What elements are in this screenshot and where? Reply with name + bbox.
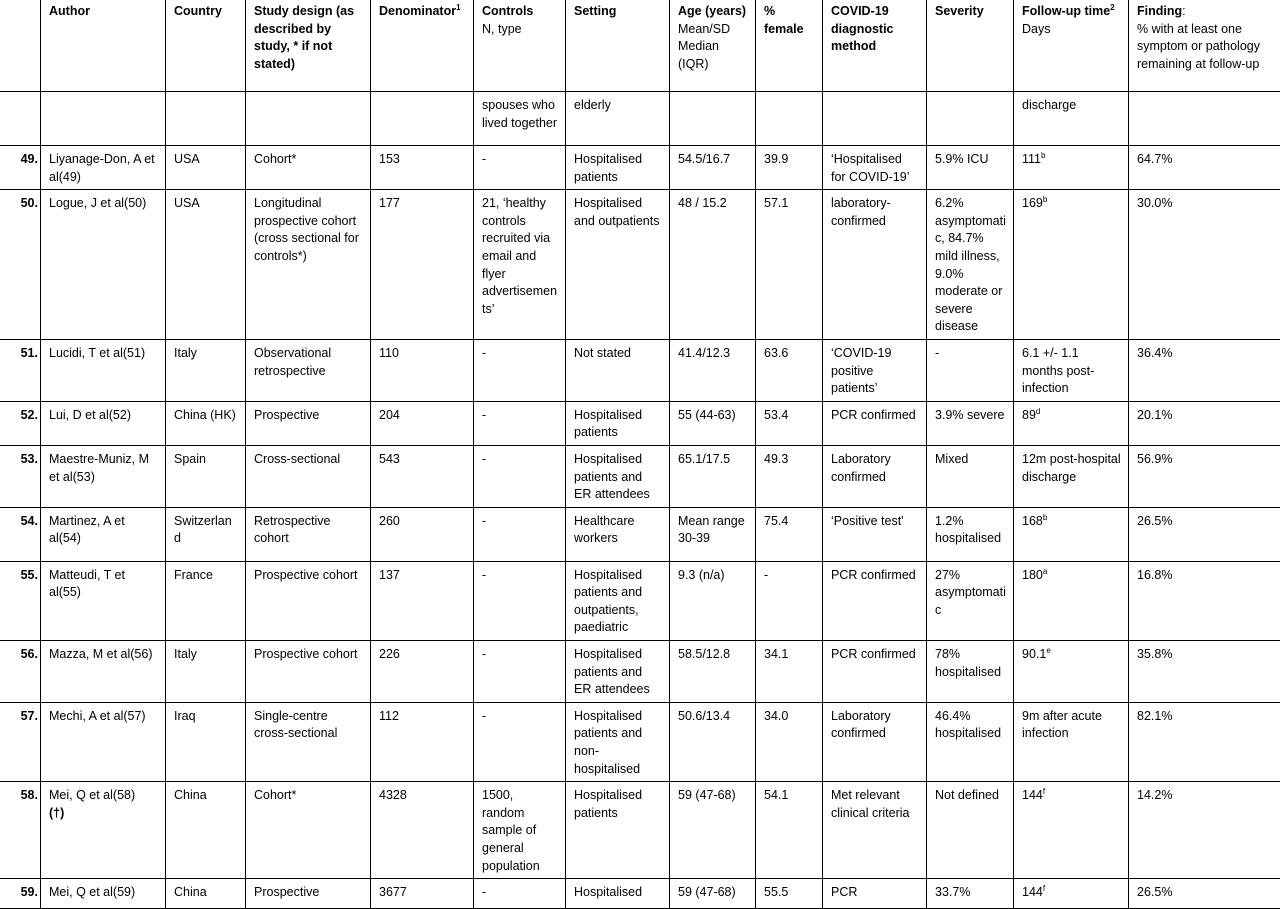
cell-severity: -	[927, 339, 1014, 401]
cell-female: 53.4	[756, 401, 823, 445]
cell-author	[41, 92, 166, 146]
cell-finding	[1129, 92, 1280, 146]
cell-author: Martinez, A et al(54)	[41, 507, 166, 561]
cell-severity: 1.2% hospitalised	[927, 507, 1014, 561]
cell-age: 50.6/13.4	[670, 702, 756, 781]
cell-followup: discharge	[1014, 92, 1129, 146]
header-age: Age (years) Mean/SD Median (IQR)	[670, 0, 756, 92]
cell-female: 75.4	[756, 507, 823, 561]
cell-author: Lucidi, T et al(51)	[41, 339, 166, 401]
cell-design: Cohort*	[246, 146, 371, 190]
cell-num	[0, 92, 41, 146]
cell-author: Matteudi, T et al(55)	[41, 561, 166, 640]
followup-superscript: e	[1046, 646, 1050, 655]
cell-setting: Hospitalised	[566, 879, 670, 909]
cell-setting: Hospitalised and outpatients	[566, 190, 670, 340]
cell-controls: -	[474, 445, 566, 507]
cell-num: 50.	[0, 190, 41, 340]
cell-controls: -	[474, 507, 566, 561]
table-row	[0, 561, 1280, 640]
cell-author: Mechi, A et al(57)	[41, 702, 166, 781]
header-denominator: Denominator$^1$	[371, 0, 474, 92]
table-row	[0, 445, 1280, 507]
cell-author: Logue, J et al(50)	[41, 190, 166, 340]
cell-denom: 153	[371, 146, 474, 190]
cell-denom: 3677	[371, 879, 474, 909]
cell-denom: 226	[371, 641, 474, 703]
table-row	[0, 782, 1280, 879]
cell-country: France	[166, 561, 246, 640]
cell-severity: Mixed	[927, 445, 1014, 507]
header-covid-method: COVID-19 diagnostic method	[823, 0, 927, 92]
followup-superscript: f	[1043, 884, 1045, 893]
cell-setting: Hospitalised patients	[566, 146, 670, 190]
header-female: % female	[756, 0, 823, 92]
cell-female: 63.6	[756, 339, 823, 401]
cell-finding: 36.4%	[1129, 339, 1280, 401]
cell-finding: 26.5%	[1129, 507, 1280, 561]
cell-controls: -	[474, 561, 566, 640]
cell-covid: laboratory-confirmed	[823, 190, 927, 340]
cell-denom: 543	[371, 445, 474, 507]
header-country: Country	[166, 0, 246, 92]
cell-female: 34.0	[756, 702, 823, 781]
cell-followup: 144$^f$	[1014, 782, 1129, 879]
cell-female: 49.3	[756, 445, 823, 507]
table-row	[0, 879, 1280, 909]
cell-num: 59.	[0, 879, 41, 909]
cell-severity: 46.4% hospitalised	[927, 702, 1014, 781]
cell-severity: 27% asymptomatic	[927, 561, 1014, 640]
cell-design: Cross-sectional	[246, 445, 371, 507]
cell-denom: 4328	[371, 782, 474, 879]
cell-design: Prospective	[246, 879, 371, 909]
table-row	[0, 702, 1280, 781]
cell-setting: Hospitalised patients and non-hospitalised	[566, 702, 670, 781]
cell-country: Italy	[166, 641, 246, 703]
cell-age: 59 (47-68)	[670, 782, 756, 879]
cell-setting: Hospitalised patients	[566, 782, 670, 879]
cell-female: -	[756, 561, 823, 640]
followup-superscript: a	[1043, 567, 1047, 576]
cell-finding: 30.0%	[1129, 190, 1280, 340]
cell-female: 55.5	[756, 879, 823, 909]
table-row	[0, 190, 1280, 340]
cell-age: 54.5/16.7	[670, 146, 756, 190]
cell-followup: 89$^d$	[1014, 401, 1129, 445]
cell-num: 53.	[0, 445, 41, 507]
followup-superscript: b	[1041, 151, 1045, 160]
cell-design: Prospective cohort	[246, 561, 371, 640]
cell-author: Lui, D et al(52)	[41, 401, 166, 445]
header-author: Author	[41, 0, 166, 92]
cell-covid: Laboratory confirmed	[823, 445, 927, 507]
cell-finding: 20.1%	[1129, 401, 1280, 445]
cell-controls: -	[474, 879, 566, 909]
cell-finding: 26.5%	[1129, 879, 1280, 909]
table-row	[0, 641, 1280, 703]
cell-female	[756, 92, 823, 146]
header-setting: Setting	[566, 0, 670, 92]
cell-age: 58.5/12.8	[670, 641, 756, 703]
header-num	[0, 0, 41, 92]
table-row	[0, 92, 1280, 146]
cell-finding: 14.2%	[1129, 782, 1280, 879]
cell-controls: 21, ‘healthy controls recruited via email and flyer advertisements’	[474, 190, 566, 340]
cell-covid: PCR confirmed	[823, 641, 927, 703]
header-finding: Finding: % with at least one symptom or pathology remaining at follow-up	[1129, 0, 1280, 92]
cell-country: Switzerland	[166, 507, 246, 561]
cell-covid: ‘Hospitalised for COVID-19’	[823, 146, 927, 190]
header-controls: Controls N, type	[474, 0, 566, 92]
cell-setting: Healthcare workers	[566, 507, 670, 561]
cell-followup: 169$^b$	[1014, 190, 1129, 340]
cell-denom: 112	[371, 702, 474, 781]
cell-denom: 137	[371, 561, 474, 640]
cell-setting: Hospitalised patients	[566, 401, 670, 445]
cell-num: 52.	[0, 401, 41, 445]
followup-superscript: d	[1036, 407, 1040, 416]
cell-followup: 180$^a$	[1014, 561, 1129, 640]
cell-controls: -	[474, 339, 566, 401]
cell-controls: spouses who lived together	[474, 92, 566, 146]
cell-design: Cohort*	[246, 782, 371, 879]
cell-age: 9.3 (n/a)	[670, 561, 756, 640]
cell-num: 54.	[0, 507, 41, 561]
cell-author: Mei, Q et al(59)	[41, 879, 166, 909]
cell-num: 55.	[0, 561, 41, 640]
cell-country: Spain	[166, 445, 246, 507]
cell-denom: 260	[371, 507, 474, 561]
cell-design: Observational retrospective	[246, 339, 371, 401]
cell-age: 59 (47-68)	[670, 879, 756, 909]
cell-covid: PCR	[823, 879, 927, 909]
cell-covid: Laboratory confirmed	[823, 702, 927, 781]
header-row	[0, 0, 1280, 92]
cell-covid: ‘COVID-19 positive patients’	[823, 339, 927, 401]
cell-finding: 64.7%	[1129, 146, 1280, 190]
cell-severity: 6.2% asymptomatic, 84.7% mild illness, 9.0% moderate or severe disease	[927, 190, 1014, 340]
cell-severity: 33.7%	[927, 879, 1014, 909]
header-design: Study design (as described by study, * if not stated)	[246, 0, 371, 92]
cell-female: 54.1	[756, 782, 823, 879]
cell-num: 51.	[0, 339, 41, 401]
cell-age: 65.1/17.5	[670, 445, 756, 507]
cell-country: USA	[166, 190, 246, 340]
cell-female: 39.9	[756, 146, 823, 190]
cell-followup: 6.1 +/- 1.1 months post-infection	[1014, 339, 1129, 401]
cell-covid: Met relevant clinical criteria	[823, 782, 927, 879]
table-row	[0, 401, 1280, 445]
table-row	[0, 507, 1280, 561]
cell-denom: 177	[371, 190, 474, 340]
cell-age: 48 / 15.2	[670, 190, 756, 340]
cell-followup: 168$^b$	[1014, 507, 1129, 561]
table-row	[0, 339, 1280, 401]
cell-denom: 110	[371, 339, 474, 401]
cell-author: Mazza, M et al(56)	[41, 641, 166, 703]
cell-setting: Hospitalised patients and ER attendees	[566, 445, 670, 507]
cell-num: 56.	[0, 641, 41, 703]
cell-covid: ‘Positive test'	[823, 507, 927, 561]
cell-setting: Not stated	[566, 339, 670, 401]
cell-design: Retrospective cohort	[246, 507, 371, 561]
cell-age	[670, 92, 756, 146]
cell-country	[166, 92, 246, 146]
cell-design	[246, 92, 371, 146]
cell-severity: Not defined	[927, 782, 1014, 879]
cell-setting: elderly	[566, 92, 670, 146]
cell-controls: -	[474, 401, 566, 445]
cell-design: Prospective cohort	[246, 641, 371, 703]
cell-author: Maestre-Muniz, M et al(53)	[41, 445, 166, 507]
cell-severity: 78% hospitalised	[927, 641, 1014, 703]
cell-severity: 3.9% severe	[927, 401, 1014, 445]
cell-controls: -	[474, 641, 566, 703]
cell-num: 58.	[0, 782, 41, 879]
cell-country: China (HK)	[166, 401, 246, 445]
cell-female: 57.1	[756, 190, 823, 340]
cell-author: Liyanage-Don, A et al(49)	[41, 146, 166, 190]
header-severity: Severity	[927, 0, 1014, 92]
cell-severity: 5.9% ICU	[927, 146, 1014, 190]
cell-followup: 90.1e	[1014, 641, 1129, 703]
cell-num: 57.	[0, 702, 41, 781]
cell-followup: 12m post-hospital discharge	[1014, 445, 1129, 507]
cell-age: 55 (44-63)	[670, 401, 756, 445]
cell-covid: PCR confirmed	[823, 561, 927, 640]
cell-followup: 144$^f$	[1014, 879, 1129, 909]
cell-controls: 1500, random sample of general population	[474, 782, 566, 879]
cell-finding: 16.8%	[1129, 561, 1280, 640]
cell-followup: 111$^b$	[1014, 146, 1129, 190]
cell-finding: 82.1%	[1129, 702, 1280, 781]
cell-severity	[927, 92, 1014, 146]
followup-superscript: b	[1043, 195, 1047, 204]
cell-design: Longitudinal prospective cohort (cross sectional for controls*)	[246, 190, 371, 340]
cell-denom	[371, 92, 474, 146]
cell-finding: 56.9%	[1129, 445, 1280, 507]
cell-covid: PCR confirmed	[823, 401, 927, 445]
cell-design: Single-centre cross-sectional	[246, 702, 371, 781]
cell-design: Prospective	[246, 401, 371, 445]
cell-country: Iraq	[166, 702, 246, 781]
cell-age: Mean range 30-39	[670, 507, 756, 561]
cell-country: USA	[166, 146, 246, 190]
cell-author: Mei, Q et al(58) (†)	[41, 782, 166, 879]
header-followup: Follow-up time$^2$ Days	[1014, 0, 1129, 92]
cell-covid	[823, 92, 927, 146]
author-mark: (†)	[49, 805, 158, 823]
cell-setting: Hospitalised patients and ER attendees	[566, 641, 670, 703]
cell-setting: Hospitalised patients and outpatients, paediatric	[566, 561, 670, 640]
cell-finding: 35.8%	[1129, 641, 1280, 703]
cell-country: China	[166, 782, 246, 879]
cell-denom: 204	[371, 401, 474, 445]
cell-controls: -	[474, 702, 566, 781]
table-row	[0, 146, 1280, 190]
cell-country: China	[166, 879, 246, 909]
cell-female: 34.1	[756, 641, 823, 703]
cell-country: Italy	[166, 339, 246, 401]
cell-controls: -	[474, 146, 566, 190]
cell-age: 41.4/12.3	[670, 339, 756, 401]
cell-followup: 9m after acute infection	[1014, 702, 1129, 781]
followup-superscript: f	[1043, 787, 1045, 796]
cell-num: 49.	[0, 146, 41, 190]
followup-superscript: b	[1043, 513, 1047, 522]
